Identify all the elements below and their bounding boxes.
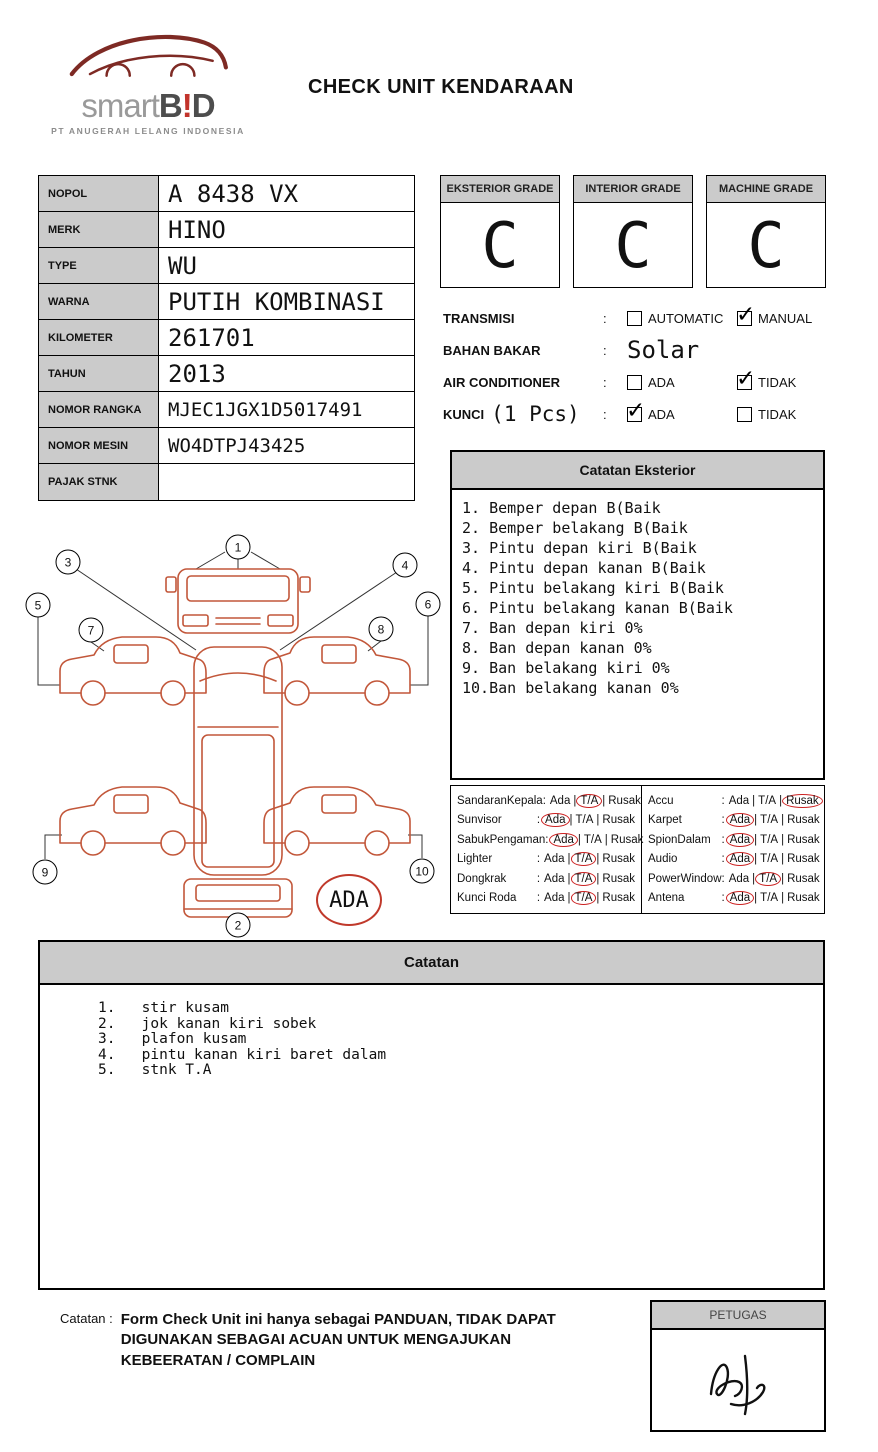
equipment-statuses <box>550 795 641 807</box>
petugas-box <box>650 1300 826 1432</box>
separator: | <box>752 872 756 885</box>
footer-note-text: Form Check Unit ini hanya sebagai PANDUAN, TIDAK DAPAT DIGUNAKAN SEBAGAI ACUAN UNTUK MENGAJUKAN KEBEERATAN / COMPLAIN <box>120 1311 556 1369</box>
air-conditioner-choices <box>627 375 796 390</box>
colon: : <box>721 872 725 885</box>
grade-exterior <box>440 175 560 288</box>
separator: | <box>781 814 785 827</box>
list-item: 2. jok kanan kiri sobek <box>98 1015 317 1032</box>
info-label: TAHUN <box>39 356 159 391</box>
colon: : <box>603 406 607 422</box>
status-option: Ada <box>549 794 571 807</box>
logo-car-swoosh <box>58 26 238 84</box>
colon: : <box>536 892 541 905</box>
equipment-statuses <box>729 795 820 807</box>
colon: : <box>536 872 541 885</box>
separator: | <box>781 892 785 905</box>
equipment-row <box>457 791 641 811</box>
choice-kunci-tidak <box>737 407 796 422</box>
brand-b: B <box>158 87 182 124</box>
grade-exterior-label: EKSTERIOR GRADE <box>441 176 559 203</box>
info-row <box>39 428 414 464</box>
ac-tidak-checkbox[interactable] <box>737 375 752 390</box>
automatic-checkbox[interactable] <box>627 311 642 326</box>
info-row <box>39 248 414 284</box>
air-conditioner-label: AIR CONDITIONER <box>443 374 560 390</box>
choice-manual <box>737 311 812 326</box>
status-option-selected: Rusak <box>782 794 823 808</box>
grade-machine <box>706 175 826 288</box>
status-option-selected: T/A <box>755 872 781 886</box>
status-option: Ada <box>544 853 565 866</box>
colon: : <box>536 853 541 866</box>
grade-interior-label: INTERIOR GRADE <box>574 176 692 203</box>
grade-exterior-value: C <box>481 208 519 282</box>
kunci-ada-checkbox[interactable] <box>627 407 642 422</box>
equipment-label: Karpet <box>648 814 682 827</box>
list-item: 7. Ban depan kiri 0% <box>462 619 643 637</box>
info-row <box>39 356 414 392</box>
equipment-row <box>457 830 644 850</box>
status-option: Rusak <box>610 833 644 846</box>
petugas-title: PETUGAS <box>652 1302 824 1330</box>
status-option-selected: T/A <box>576 794 602 808</box>
colon: : <box>721 814 725 827</box>
separator: | <box>781 833 785 846</box>
brand-wordmark <box>42 89 254 123</box>
equipment-statuses <box>544 873 635 885</box>
diagram-marker: 6 <box>416 592 441 617</box>
equipment-row <box>648 830 820 850</box>
status-option: Ada <box>544 872 565 885</box>
status-option-selected: T/A <box>571 852 597 866</box>
info-label: KILOMETER <box>39 320 159 355</box>
status-option: Rusak <box>602 853 635 866</box>
status-option: Rusak <box>787 892 820 905</box>
status-option: T/A <box>760 814 779 827</box>
colon: : <box>603 310 607 326</box>
list-item: 1. stir kusam <box>98 1000 229 1016</box>
separator: | <box>596 872 600 885</box>
list-item: 10.Ban belakang kanan 0% <box>462 679 679 697</box>
diagram-marker: 7 <box>79 618 104 643</box>
catatan-title: Catatan <box>40 942 823 985</box>
catatan-box <box>38 940 825 1290</box>
diagram-marker: 2 <box>226 913 251 938</box>
transmisi-row <box>443 302 843 334</box>
separator: | <box>781 872 785 885</box>
status-option-selected: T/A <box>571 891 597 905</box>
equipment-statuses <box>729 834 820 846</box>
separator: | <box>754 833 758 846</box>
status-option: T/A <box>760 892 779 905</box>
colon: : <box>721 892 725 905</box>
info-label: TYPE <box>39 248 159 283</box>
separator: | <box>567 872 571 885</box>
bahan-bakar-label: BAHAN BAKAR <box>443 342 541 358</box>
info-value: WU <box>168 251 197 280</box>
status-option: Rusak <box>787 814 820 827</box>
bahan-bakar-row <box>443 334 843 366</box>
choice-kunci-ada <box>627 407 737 422</box>
list-item: 1. Bemper depan B(Baik <box>462 499 661 517</box>
equipment-row <box>457 811 635 831</box>
kunci-tidak-label: TIDAK <box>758 406 797 422</box>
ac-ada-checkbox[interactable] <box>627 375 642 390</box>
ac-ada-label: ADA <box>648 374 675 390</box>
diagram-markers <box>20 535 450 935</box>
status-option-selected: Ada <box>549 833 577 847</box>
bahan-bakar-value: Solar <box>627 336 700 364</box>
equipment-label: Lighter <box>457 853 493 866</box>
info-label: NOPOL <box>39 176 159 211</box>
info-row <box>39 212 414 248</box>
petugas-signature-area <box>652 1330 824 1430</box>
status-option-selected: Ada <box>726 813 754 827</box>
equipment-label: SandaranKepala <box>457 794 543 807</box>
list-item: 8. Ban depan kanan 0% <box>462 639 652 657</box>
vehicle-diagram <box>20 535 450 935</box>
colon: : <box>721 794 725 807</box>
equipment-label: PowerWindow <box>648 872 722 885</box>
kunci-qty: (1 Pcs) <box>491 402 580 426</box>
equipment-row <box>457 869 635 889</box>
kunci-ada-label: ADA <box>648 406 675 422</box>
grade-machine-value: C <box>747 208 785 282</box>
ac-tidak-label: TIDAK <box>758 374 797 390</box>
info-label: WARNA <box>39 284 159 319</box>
diagram-marker: 8 <box>369 617 394 642</box>
diagram-marker: 4 <box>393 553 418 578</box>
kunci-tidak-checkbox[interactable] <box>737 407 752 422</box>
transmisi-choices <box>627 311 812 326</box>
info-value: 261701 <box>168 323 255 352</box>
list-item: 3. plafon kusam <box>98 1031 247 1047</box>
equipment-row <box>648 889 820 909</box>
info-label: NOMOR MESIN <box>39 428 159 463</box>
catatan-eksterior-title: Catatan Eksterior <box>452 452 823 490</box>
list-item: 6. Pintu belakang kanan B(Baik <box>462 599 733 617</box>
equipment-statuses <box>544 892 635 904</box>
equipment-row <box>648 811 820 831</box>
status-option: Rusak <box>602 872 635 885</box>
status-option-selected: Ada <box>726 891 754 905</box>
ada-stamp-label: ADA <box>329 887 369 913</box>
footer-note <box>60 1310 573 1371</box>
kunci-row <box>443 398 843 430</box>
status-option: Ada <box>728 794 750 807</box>
equipment-statuses <box>729 814 820 826</box>
info-label: PAJAK STNK <box>39 464 159 500</box>
kunci-choices <box>627 407 796 422</box>
choice-ac-ada <box>627 375 737 390</box>
automatic-label: AUTOMATIC <box>648 310 724 326</box>
brand-smart: smart <box>81 87 159 124</box>
vehicle-info-table <box>38 175 415 501</box>
grade-machine-label: MACHINE GRADE <box>707 176 825 203</box>
info-value <box>159 464 414 500</box>
status-option: Rusak <box>602 814 635 827</box>
status-option-selected: Ada <box>726 833 754 847</box>
separator: | <box>754 814 758 827</box>
separator: | <box>569 814 573 827</box>
separator: | <box>602 794 606 807</box>
equipment-statuses <box>729 853 820 865</box>
status-option-selected: Ada <box>541 813 569 827</box>
separator: | <box>781 853 785 866</box>
colon: : <box>603 342 607 358</box>
ada-stamp <box>316 874 382 926</box>
choice-ac-tidak <box>737 375 796 390</box>
diagram-marker: 5 <box>26 593 51 618</box>
status-option-selected: T/A <box>571 872 597 886</box>
status-option: T/A <box>583 833 602 846</box>
equipment-label: SabukPengaman <box>457 833 546 846</box>
list-item: 3. Pintu depan kiri B(Baik <box>462 539 697 557</box>
separator: | <box>596 814 600 827</box>
separator: | <box>754 892 758 905</box>
grade-interior <box>573 175 693 288</box>
info-value: 2013 <box>168 359 226 388</box>
info-value: MJEC1JGX1D5017491 <box>168 398 363 421</box>
catatan-eksterior-list <box>452 490 823 706</box>
separator: | <box>577 833 581 846</box>
equipment-statuses <box>729 892 820 904</box>
equipment-label: Audio <box>648 853 678 866</box>
status-option: Rusak <box>787 833 820 846</box>
info-row <box>39 464 414 500</box>
diagram-marker: 3 <box>56 550 81 575</box>
list-item: 2. Bemper belakang B(Baik <box>462 519 688 537</box>
colon: : <box>721 833 725 846</box>
logo <box>42 26 254 136</box>
equipment-statuses <box>544 853 635 865</box>
separator: | <box>567 892 571 905</box>
list-item: 5. stnk T.A <box>98 1062 212 1078</box>
diagram-marker: 10 <box>410 859 435 884</box>
page-title: CHECK UNIT KENDARAAN <box>308 76 574 98</box>
colon: : <box>542 794 546 807</box>
status-option: Rusak <box>602 892 635 905</box>
grade-interior-value: C <box>614 208 652 282</box>
status-option: Rusak <box>787 872 820 885</box>
equipment-right-column <box>642 786 826 913</box>
brand-d: D <box>191 87 215 124</box>
separator: | <box>754 853 758 866</box>
status-option: Rusak <box>608 794 641 807</box>
options <box>443 302 843 430</box>
catatan-eksterior-box <box>450 450 825 780</box>
diagram-marker: 1 <box>226 535 251 560</box>
list-item: 9. Ban belakang kiri 0% <box>462 659 670 677</box>
list-item: 4. pintu kanan kiri baret dalam <box>98 1046 387 1063</box>
status-option: Ada <box>544 892 565 905</box>
equipment-label: Antena <box>648 892 685 905</box>
separator: | <box>752 794 756 807</box>
status-option: T/A <box>760 853 779 866</box>
status-option: Ada <box>728 872 750 885</box>
logo-tagline: PT ANUGERAH LELANG INDONESIA <box>51 126 245 136</box>
catatan-list <box>40 985 823 1079</box>
info-row <box>39 284 414 320</box>
info-value: HINO <box>168 215 226 244</box>
status-option: T/A <box>758 794 777 807</box>
list-item: 5. Pintu belakang kiri B(Baik <box>462 579 724 597</box>
separator: | <box>573 794 577 807</box>
transmisi-label: TRANSMISI <box>443 310 515 326</box>
equipment-row <box>457 850 635 870</box>
manual-label: MANUAL <box>758 310 813 326</box>
status-option: Rusak <box>787 853 820 866</box>
info-value: WO4DTPJ43425 <box>168 434 306 457</box>
equipment-label: Dongkrak <box>457 872 507 885</box>
signature <box>683 1338 793 1422</box>
equipment-row <box>648 850 820 870</box>
equipment-row <box>648 791 820 811</box>
choice-automatic <box>627 311 737 326</box>
equipment-statuses <box>729 873 820 885</box>
equipment-label: Kunci Roda <box>457 892 517 905</box>
manual-checkbox[interactable] <box>737 311 752 326</box>
info-row <box>39 392 414 428</box>
equipment-statuses <box>552 834 643 846</box>
colon: : <box>536 814 541 827</box>
diagram-marker: 9 <box>33 860 58 885</box>
status-option: T/A <box>575 814 594 827</box>
separator: | <box>596 892 600 905</box>
status-option-selected: Ada <box>726 852 754 866</box>
info-label: MERK <box>39 212 159 247</box>
separator: | <box>567 853 571 866</box>
status-option: T/A <box>760 833 779 846</box>
info-row <box>39 320 414 356</box>
separator: | <box>596 853 600 866</box>
equipment-label: Accu <box>648 794 674 807</box>
kunci-label <box>443 402 603 426</box>
list-item: 4. Pintu depan kanan B(Baik <box>462 559 706 577</box>
colon: : <box>603 374 607 390</box>
colon: : <box>545 833 549 846</box>
equipment-label: SpionDalam <box>648 833 711 846</box>
brand-exclamation: ! <box>181 87 192 124</box>
footer-note-label: Catatan : <box>60 1311 113 1326</box>
equipment-label: Sunvisor <box>457 814 502 827</box>
info-value: A 8438 VX <box>168 179 299 208</box>
colon: : <box>721 853 725 866</box>
equipment-checklist <box>450 785 825 914</box>
separator: | <box>604 833 608 846</box>
air-conditioner-row <box>443 366 843 398</box>
grades <box>440 175 826 288</box>
equipment-row <box>648 869 820 889</box>
separator: | <box>779 794 783 807</box>
equipment-left-column <box>451 786 642 913</box>
info-row <box>39 176 414 212</box>
equipment-statuses <box>544 814 635 826</box>
info-value: PUTIH KOMBINASI <box>168 287 385 316</box>
info-label: NOMOR RANGKA <box>39 392 159 427</box>
equipment-row <box>457 889 635 909</box>
kunci-label-text: KUNCI <box>443 406 485 422</box>
